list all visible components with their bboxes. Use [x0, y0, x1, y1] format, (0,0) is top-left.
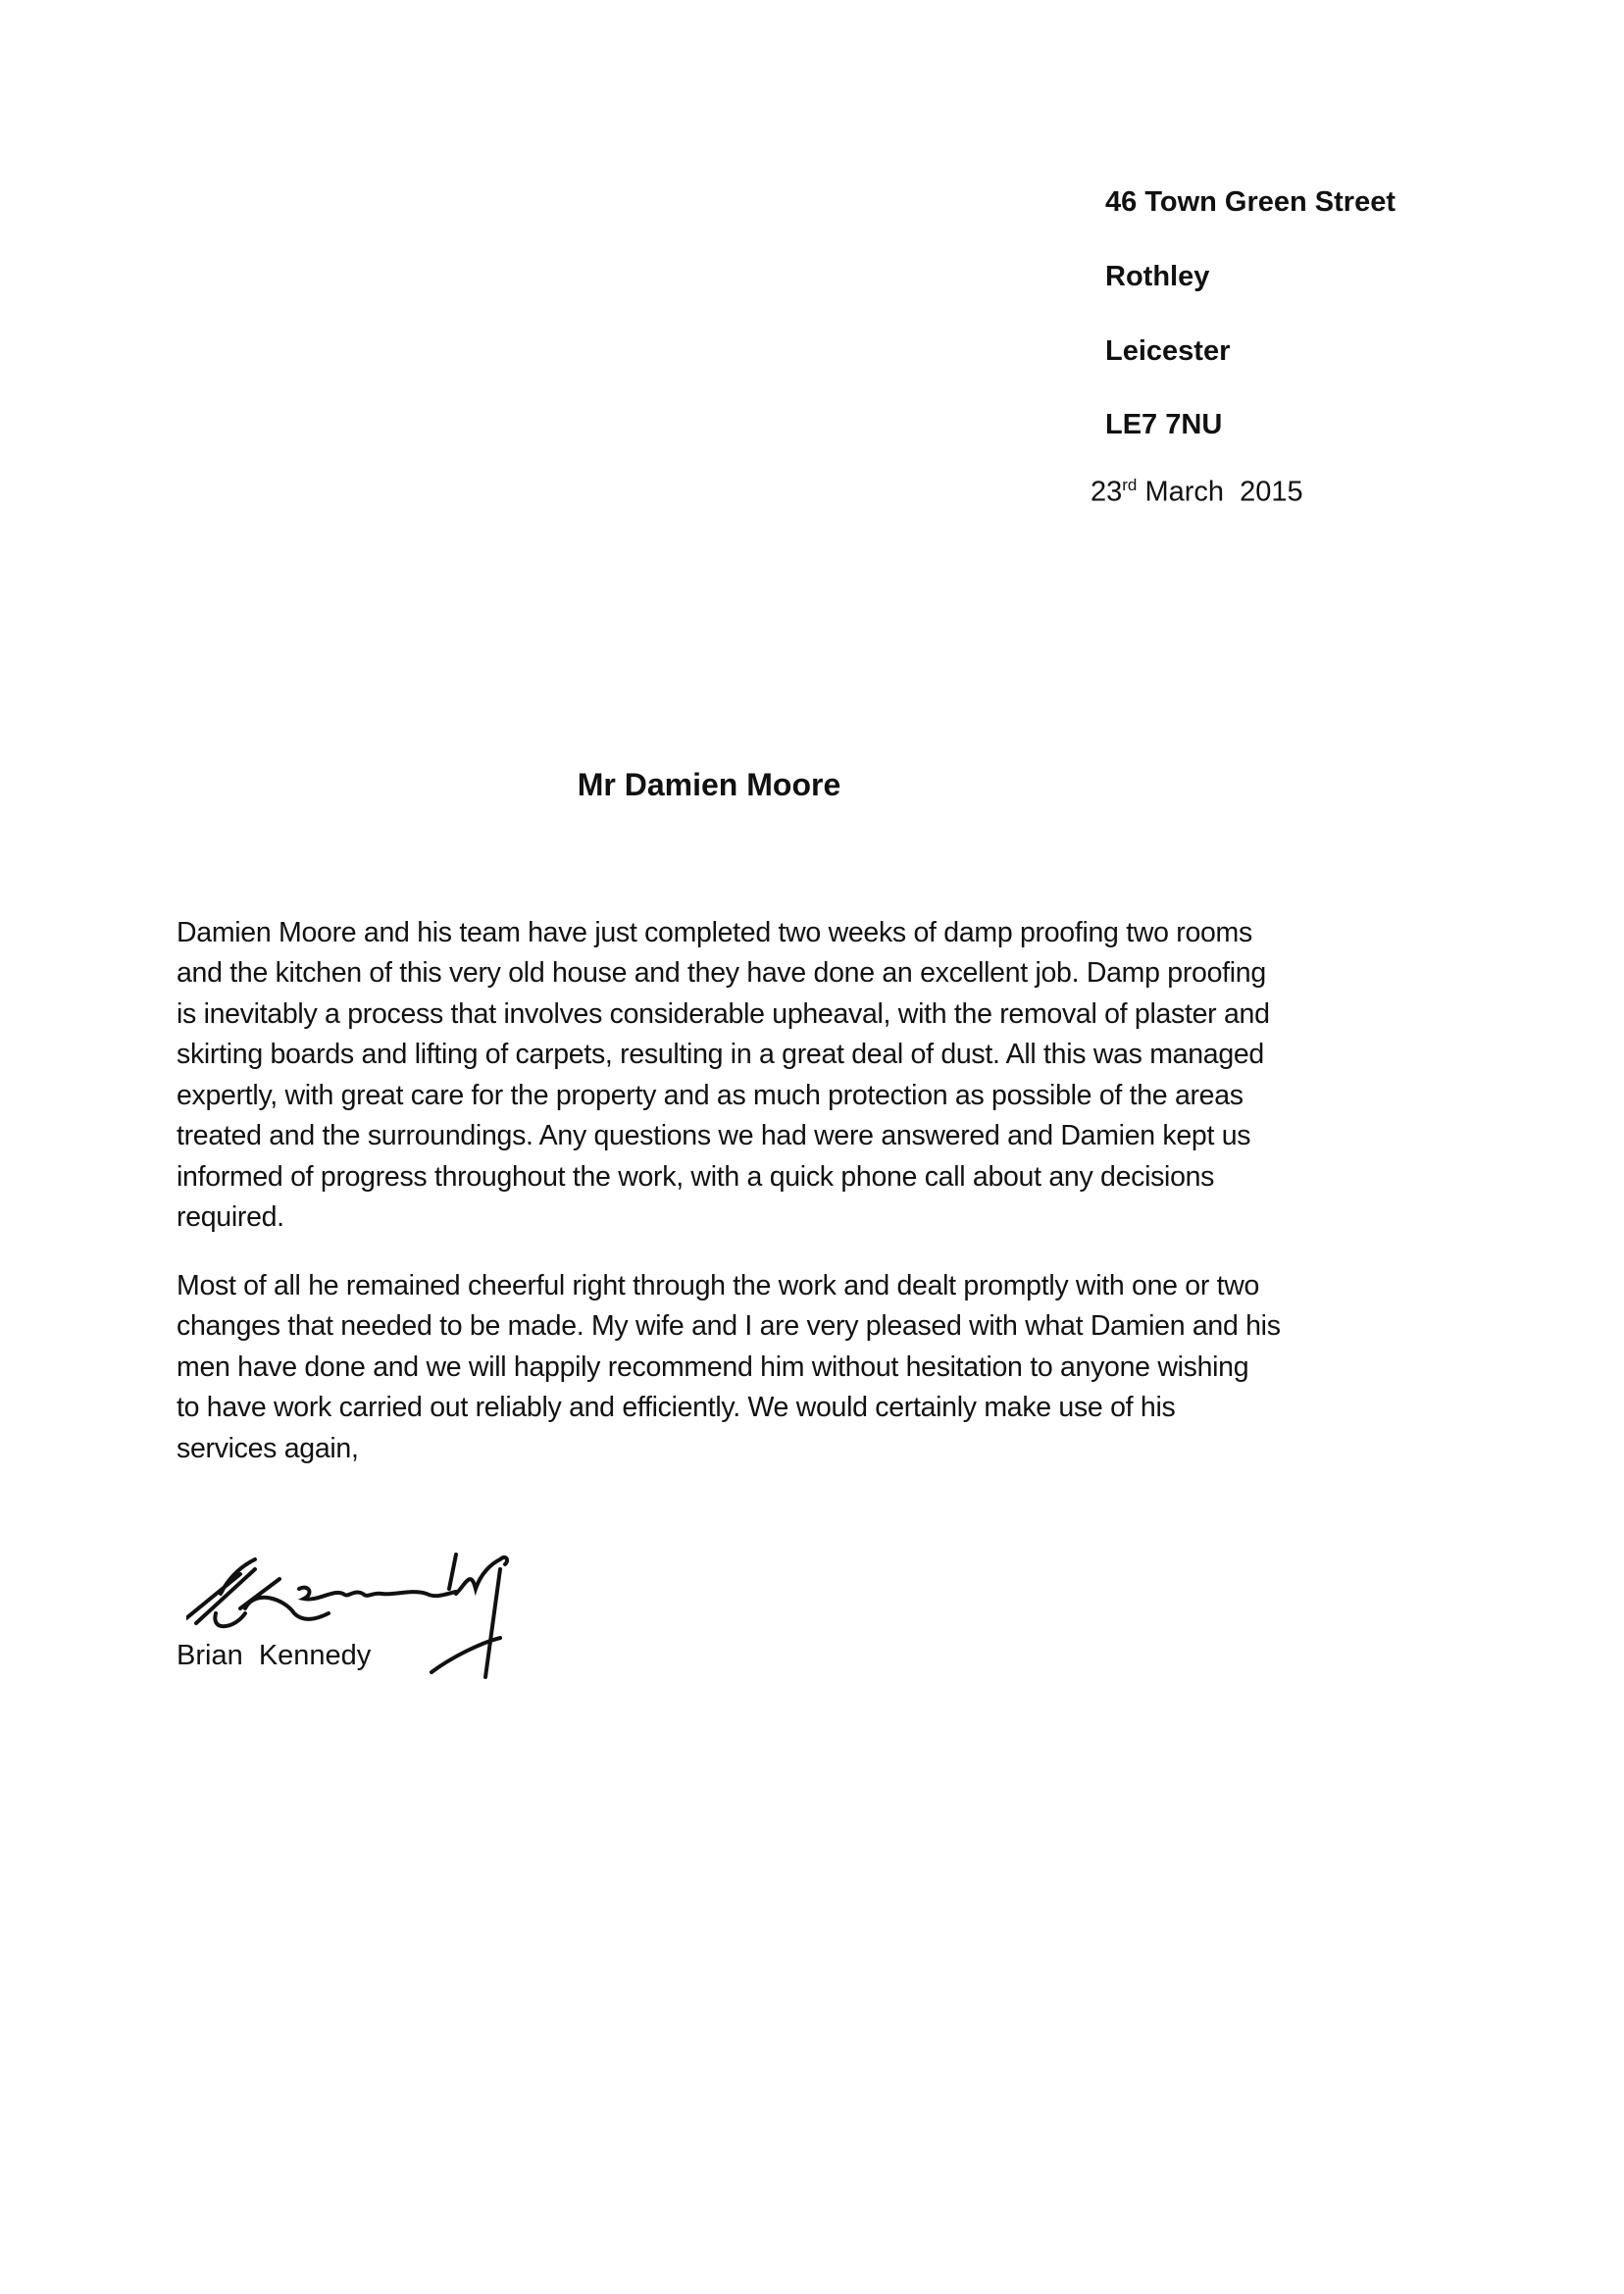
address-line: Rothley — [1105, 261, 1210, 292]
body-line: treated and the surroundings. Any questions we had were answered and Damien kept us — [177, 1120, 1251, 1151]
date-month-year: March 2015 — [1144, 476, 1303, 508]
body-line: men have done and we will happily recommend him without hesitation to anyone wishing — [177, 1351, 1249, 1383]
body-line: informed of progress throughout the work, with a quick phone call about any decisions — [177, 1161, 1215, 1193]
body-line: expertly, with great care for the property and as much protection as possible of the areas — [177, 1080, 1243, 1111]
body-line: and the kitchen of this very old house and they have done an excellent job. Damp proofing — [177, 957, 1266, 989]
body-line: Damien Moore and his team have just completed two weeks of damp proofing two rooms — [177, 917, 1252, 948]
body-line: skirting boards and lifting of carpets, resulting in a great deal of dust. All this was managed — [177, 1039, 1264, 1070]
recipient-heading: Mr Damien Moore — [577, 767, 841, 802]
body-line: services again, — [177, 1433, 359, 1464]
date-day: 23 — [1091, 476, 1123, 508]
date-suffix: rd — [1122, 476, 1138, 494]
body-line: is inevitably a process that involves considerable upheaval, with the removal of plaster and — [177, 998, 1270, 1030]
signatory-name: Brian Kennedy — [177, 1640, 372, 1671]
letter-date — [1091, 476, 1303, 509]
address-line: 46 Town Green Street — [1105, 186, 1396, 218]
body-line: required. — [177, 1201, 284, 1233]
address-line: LE7 7NU — [1105, 409, 1223, 440]
body-line: Most of all he remained cheerful right through the work and dealt promptly with one or two — [177, 1270, 1260, 1301]
address-line: Leicester — [1105, 335, 1231, 367]
body-line: changes that needed to be made. My wife and I are very pleased with what Damien and his — [177, 1310, 1281, 1342]
body-line: to have work carried out reliably and efficiently. We would certainly make use of his — [177, 1392, 1176, 1423]
